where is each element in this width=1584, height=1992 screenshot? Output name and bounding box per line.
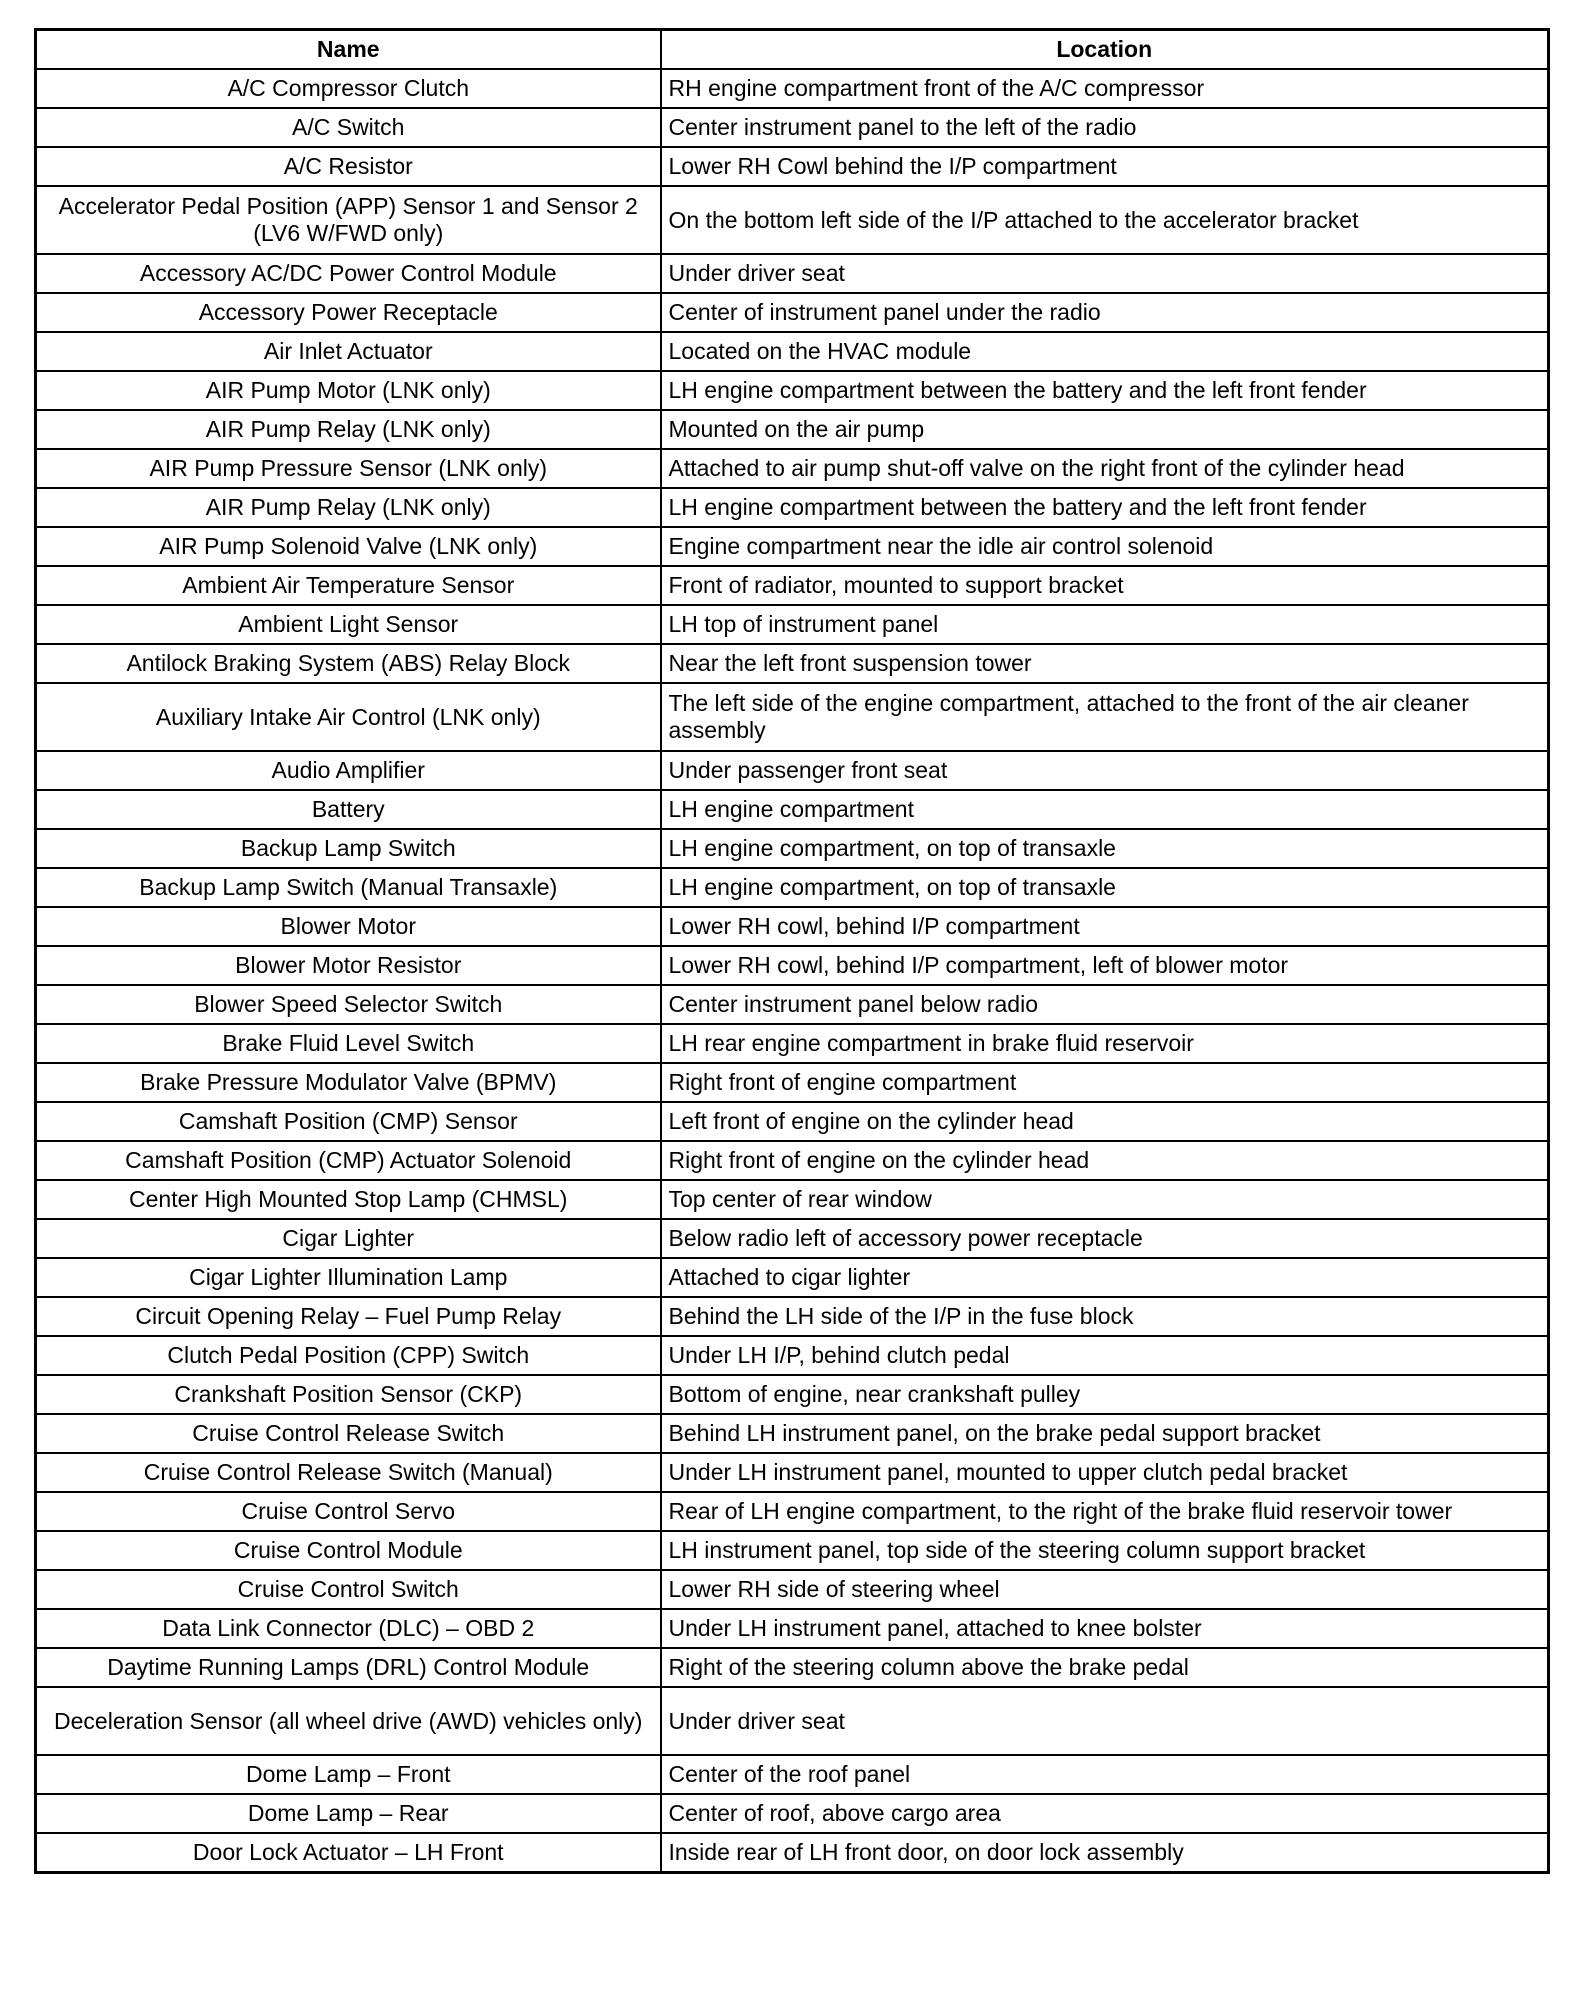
- component-name-cell: Backup Lamp Switch (Manual Transaxle): [36, 868, 661, 907]
- component-location-cell: Front of radiator, mounted to support bracket: [661, 566, 1549, 605]
- component-location-cell: Lower RH Cowl behind the I/P compartment: [661, 147, 1549, 186]
- component-name-cell: Data Link Connector (DLC) – OBD 2: [36, 1609, 661, 1648]
- component-name-cell: Accessory Power Receptacle: [36, 293, 661, 332]
- component-name-cell: Air Inlet Actuator: [36, 332, 661, 371]
- component-location-cell: Under driver seat: [661, 1687, 1549, 1755]
- component-name-cell: Center High Mounted Stop Lamp (CHMSL): [36, 1180, 661, 1219]
- table-row: [36, 1648, 1549, 1687]
- component-name-cell: AIR Pump Relay (LNK only): [36, 410, 661, 449]
- table-row: [36, 108, 1549, 147]
- component-name-cell: Ambient Air Temperature Sensor: [36, 566, 661, 605]
- component-location-cell: Rear of LH engine compartment, to the right of the brake fluid reservoir tower: [661, 1492, 1549, 1531]
- table-row: [36, 644, 1549, 683]
- table-row: [36, 527, 1549, 566]
- table-row: [36, 1297, 1549, 1336]
- component-location-cell: Right of the steering column above the brake pedal: [661, 1648, 1549, 1687]
- table-row: [36, 1063, 1549, 1102]
- component-location-cell: Center instrument panel to the left of the radio: [661, 108, 1549, 147]
- component-location-table: [34, 28, 1550, 1874]
- component-name-cell: Ambient Light Sensor: [36, 605, 661, 644]
- component-location-cell: Under LH instrument panel, mounted to upper clutch pedal bracket: [661, 1453, 1549, 1492]
- table-row: [36, 186, 1549, 254]
- component-name-cell: Cigar Lighter: [36, 1219, 661, 1258]
- table-body: [36, 69, 1549, 1873]
- component-location-cell: Attached to cigar lighter: [661, 1258, 1549, 1297]
- component-name-cell: Dome Lamp – Rear: [36, 1794, 661, 1833]
- component-name-cell: Cruise Control Release Switch: [36, 1414, 661, 1453]
- table-row: [36, 683, 1549, 751]
- component-location-cell: Top center of rear window: [661, 1180, 1549, 1219]
- column-header-location: Location: [661, 30, 1549, 70]
- component-name-cell: AIR Pump Relay (LNK only): [36, 488, 661, 527]
- component-name-cell: Door Lock Actuator – LH Front: [36, 1833, 661, 1873]
- component-name-cell: Clutch Pedal Position (CPP) Switch: [36, 1336, 661, 1375]
- table-header: [36, 30, 1549, 70]
- component-name-cell: Blower Speed Selector Switch: [36, 985, 661, 1024]
- component-location-cell: LH engine compartment, on top of transaxle: [661, 829, 1549, 868]
- component-location-cell: Under driver seat: [661, 254, 1549, 293]
- table-row: [36, 829, 1549, 868]
- component-location-cell: Right front of engine on the cylinder head: [661, 1141, 1549, 1180]
- table-row: [36, 751, 1549, 790]
- table-row: [36, 254, 1549, 293]
- column-header-name: Name: [36, 30, 661, 70]
- component-location-cell: Center of the roof panel: [661, 1755, 1549, 1794]
- table-row: [36, 1687, 1549, 1755]
- component-name-cell: Accessory AC/DC Power Control Module: [36, 254, 661, 293]
- component-location-cell: Under passenger front seat: [661, 751, 1549, 790]
- table-row: [36, 488, 1549, 527]
- component-name-cell: Audio Amplifier: [36, 751, 661, 790]
- component-location-cell: Attached to air pump shut-off valve on the right front of the cylinder head: [661, 449, 1549, 488]
- table-row: [36, 907, 1549, 946]
- component-location-cell: Inside rear of LH front door, on door lock assembly: [661, 1833, 1549, 1873]
- component-location-cell: LH engine compartment between the battery and the left front fender: [661, 371, 1549, 410]
- component-location-cell: Mounted on the air pump: [661, 410, 1549, 449]
- table-row: [36, 1258, 1549, 1297]
- component-name-cell: Battery: [36, 790, 661, 829]
- component-location-cell: Under LH instrument panel, attached to knee bolster: [661, 1609, 1549, 1648]
- component-name-cell: Cruise Control Module: [36, 1531, 661, 1570]
- component-location-cell: LH top of instrument panel: [661, 605, 1549, 644]
- component-location-cell: On the bottom left side of the I/P attached to the accelerator bracket: [661, 186, 1549, 254]
- component-name-cell: Backup Lamp Switch: [36, 829, 661, 868]
- component-name-cell: Antilock Braking System (ABS) Relay Block: [36, 644, 661, 683]
- component-location-cell: Below radio left of accessory power receptacle: [661, 1219, 1549, 1258]
- component-name-cell: Accelerator Pedal Position (APP) Sensor 1 and Sensor 2 (LV6 W/FWD only): [36, 186, 661, 254]
- table-row: [36, 1180, 1549, 1219]
- component-location-cell: Bottom of engine, near crankshaft pulley: [661, 1375, 1549, 1414]
- table-row: [36, 1755, 1549, 1794]
- component-name-cell: Blower Motor: [36, 907, 661, 946]
- component-name-cell: A/C Resistor: [36, 147, 661, 186]
- table-row: [36, 410, 1549, 449]
- component-location-cell: LH engine compartment, on top of transaxle: [661, 868, 1549, 907]
- component-name-cell: Cigar Lighter Illumination Lamp: [36, 1258, 661, 1297]
- component-name-cell: Daytime Running Lamps (DRL) Control Module: [36, 1648, 661, 1687]
- component-location-cell: Engine compartment near the idle air control solenoid: [661, 527, 1549, 566]
- component-name-cell: Circuit Opening Relay – Fuel Pump Relay: [36, 1297, 661, 1336]
- component-location-cell: LH engine compartment between the battery and the left front fender: [661, 488, 1549, 527]
- component-name-cell: Cruise Control Release Switch (Manual): [36, 1453, 661, 1492]
- table-row: [36, 449, 1549, 488]
- component-location-document: [34, 28, 1550, 1874]
- header-row: [36, 30, 1549, 70]
- component-name-cell: A/C Compressor Clutch: [36, 69, 661, 108]
- table-row: [36, 605, 1549, 644]
- component-name-cell: Camshaft Position (CMP) Sensor: [36, 1102, 661, 1141]
- component-location-cell: Center instrument panel below radio: [661, 985, 1549, 1024]
- component-location-cell: Center of instrument panel under the radio: [661, 293, 1549, 332]
- component-location-cell: Lower RH cowl, behind I/P compartment, left of blower motor: [661, 946, 1549, 985]
- table-row: [36, 147, 1549, 186]
- table-row: [36, 293, 1549, 332]
- component-name-cell: AIR Pump Pressure Sensor (LNK only): [36, 449, 661, 488]
- component-location-cell: LH rear engine compartment in brake fluid reservoir: [661, 1024, 1549, 1063]
- table-row: [36, 1453, 1549, 1492]
- component-location-cell: Behind LH instrument panel, on the brake pedal support bracket: [661, 1414, 1549, 1453]
- component-name-cell: Brake Fluid Level Switch: [36, 1024, 661, 1063]
- component-name-cell: Deceleration Sensor (all wheel drive (AWD) vehicles only): [36, 1687, 661, 1755]
- component-name-cell: A/C Switch: [36, 108, 661, 147]
- component-name-cell: Crankshaft Position Sensor (CKP): [36, 1375, 661, 1414]
- component-name-cell: Brake Pressure Modulator Valve (BPMV): [36, 1063, 661, 1102]
- table-row: [36, 985, 1549, 1024]
- component-name-cell: Cruise Control Switch: [36, 1570, 661, 1609]
- component-name-cell: AIR Pump Solenoid Valve (LNK only): [36, 527, 661, 566]
- component-location-cell: RH engine compartment front of the A/C compressor: [661, 69, 1549, 108]
- component-location-cell: Behind the LH side of the I/P in the fuse block: [661, 1297, 1549, 1336]
- table-row: [36, 1492, 1549, 1531]
- component-name-cell: Dome Lamp – Front: [36, 1755, 661, 1794]
- table-row: [36, 868, 1549, 907]
- component-location-cell: Under LH I/P, behind clutch pedal: [661, 1336, 1549, 1375]
- component-name-cell: Cruise Control Servo: [36, 1492, 661, 1531]
- component-location-cell: Right front of engine compartment: [661, 1063, 1549, 1102]
- table-row: [36, 790, 1549, 829]
- component-location-cell: Located on the HVAC module: [661, 332, 1549, 371]
- table-row: [36, 1531, 1549, 1570]
- table-row: [36, 1375, 1549, 1414]
- component-location-cell: The left side of the engine compartment, attached to the front of the air cleaner assembly: [661, 683, 1549, 751]
- component-location-cell: LH instrument panel, top side of the steering column support bracket: [661, 1531, 1549, 1570]
- table-row: [36, 1102, 1549, 1141]
- table-row: [36, 1414, 1549, 1453]
- component-location-cell: Lower RH cowl, behind I/P compartment: [661, 907, 1549, 946]
- table-row: [36, 1219, 1549, 1258]
- table-row: [36, 1336, 1549, 1375]
- table-row: [36, 1024, 1549, 1063]
- component-name-cell: AIR Pump Motor (LNK only): [36, 371, 661, 410]
- table-row: [36, 371, 1549, 410]
- table-row: [36, 1794, 1549, 1833]
- component-location-cell: Lower RH side of steering wheel: [661, 1570, 1549, 1609]
- table-row: [36, 1141, 1549, 1180]
- component-name-cell: Blower Motor Resistor: [36, 946, 661, 985]
- table-row: [36, 1609, 1549, 1648]
- component-name-cell: Auxiliary Intake Air Control (LNK only): [36, 683, 661, 751]
- component-name-cell: Camshaft Position (CMP) Actuator Solenoid: [36, 1141, 661, 1180]
- component-location-cell: Left front of engine on the cylinder head: [661, 1102, 1549, 1141]
- component-location-cell: LH engine compartment: [661, 790, 1549, 829]
- table-row: [36, 1833, 1549, 1873]
- component-location-cell: Center of roof, above cargo area: [661, 1794, 1549, 1833]
- table-row: [36, 332, 1549, 371]
- table-row: [36, 1570, 1549, 1609]
- table-row: [36, 69, 1549, 108]
- table-row: [36, 566, 1549, 605]
- table-row: [36, 946, 1549, 985]
- component-location-cell: Near the left front suspension tower: [661, 644, 1549, 683]
